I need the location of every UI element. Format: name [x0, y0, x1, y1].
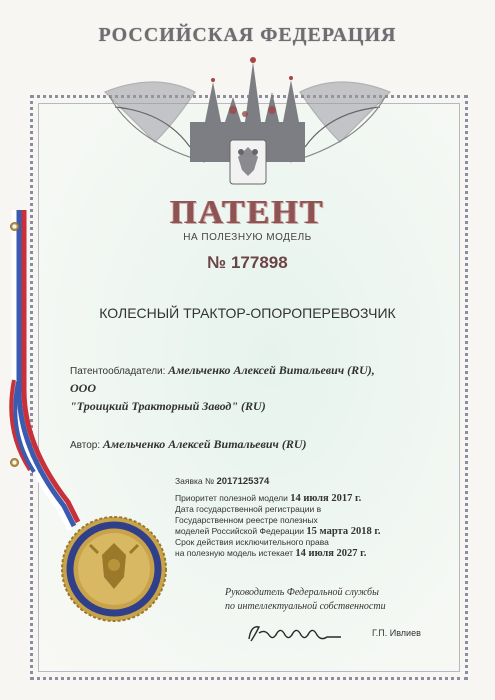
- patent-author: [70, 437, 400, 452]
- registration-details: [175, 476, 415, 559]
- expiry-date: 14 июля 2027 г.: [295, 548, 367, 559]
- signatory-role-line1: Руководитель Федеральной службы: [225, 587, 379, 598]
- patent-number: № 177898: [207, 253, 288, 272]
- gold-seal-icon: [60, 515, 168, 623]
- priority-date: 14 июля 2017 г.: [290, 493, 362, 504]
- application-label: Заявка №: [175, 476, 215, 486]
- expiry-line2-wrap: [175, 548, 415, 559]
- signatory-name: Г.П. Ивлиев: [372, 628, 421, 638]
- author-label: Автор:: [70, 440, 101, 451]
- signatory-role-line2: по интеллектуальной собственности: [225, 601, 386, 612]
- expiry-line2: на полезную модель истекает: [175, 548, 294, 558]
- expiry-line1: Срок действия исключительного права: [175, 537, 329, 547]
- priority-label: Приоритет полезной модели: [175, 493, 288, 503]
- application-number: 2017125374: [216, 476, 270, 487]
- registration-line3: моделей Российской Федерации: [175, 526, 305, 536]
- registration-line1: Дата государственной регистрации в: [175, 504, 322, 514]
- registration-date: 15 марта 2018 г.: [306, 526, 381, 537]
- eyelet-bottom-icon: [10, 458, 19, 467]
- handwritten-signature-icon: [245, 621, 345, 645]
- invention-title: КОЛЕСНЫЙ ТРАКТОР-ОПОРОПЕРЕВОЗЧИК: [99, 305, 396, 321]
- application-line: [175, 476, 415, 487]
- kremlin-emblem-icon: [95, 52, 400, 202]
- document-type-title: ПАТЕНТ: [170, 194, 325, 231]
- registration-line2: Государственном реестре полезных: [175, 515, 318, 525]
- holders-label: Патентообладатели:: [70, 366, 166, 377]
- holders-value-line1: Амельченко Алексей Витальевич (RU), ООО: [70, 363, 375, 395]
- patent-holders: [70, 362, 400, 416]
- signatory-role: [225, 586, 425, 614]
- registration-line3-wrap: [175, 526, 415, 537]
- priority-line: [175, 493, 415, 504]
- holders-value-line2: "Троицкий Тракторный Завод" (RU): [70, 399, 266, 413]
- document-subtitle: НА ПОЛЕЗНУЮ МОДЕЛЬ: [183, 232, 312, 243]
- eyelet-top-icon: [10, 222, 19, 231]
- country-heading: РОССИЙСКАЯ ФЕДЕРАЦИЯ: [98, 24, 397, 46]
- author-value: Амельченко Алексей Витальевич (RU): [102, 437, 307, 451]
